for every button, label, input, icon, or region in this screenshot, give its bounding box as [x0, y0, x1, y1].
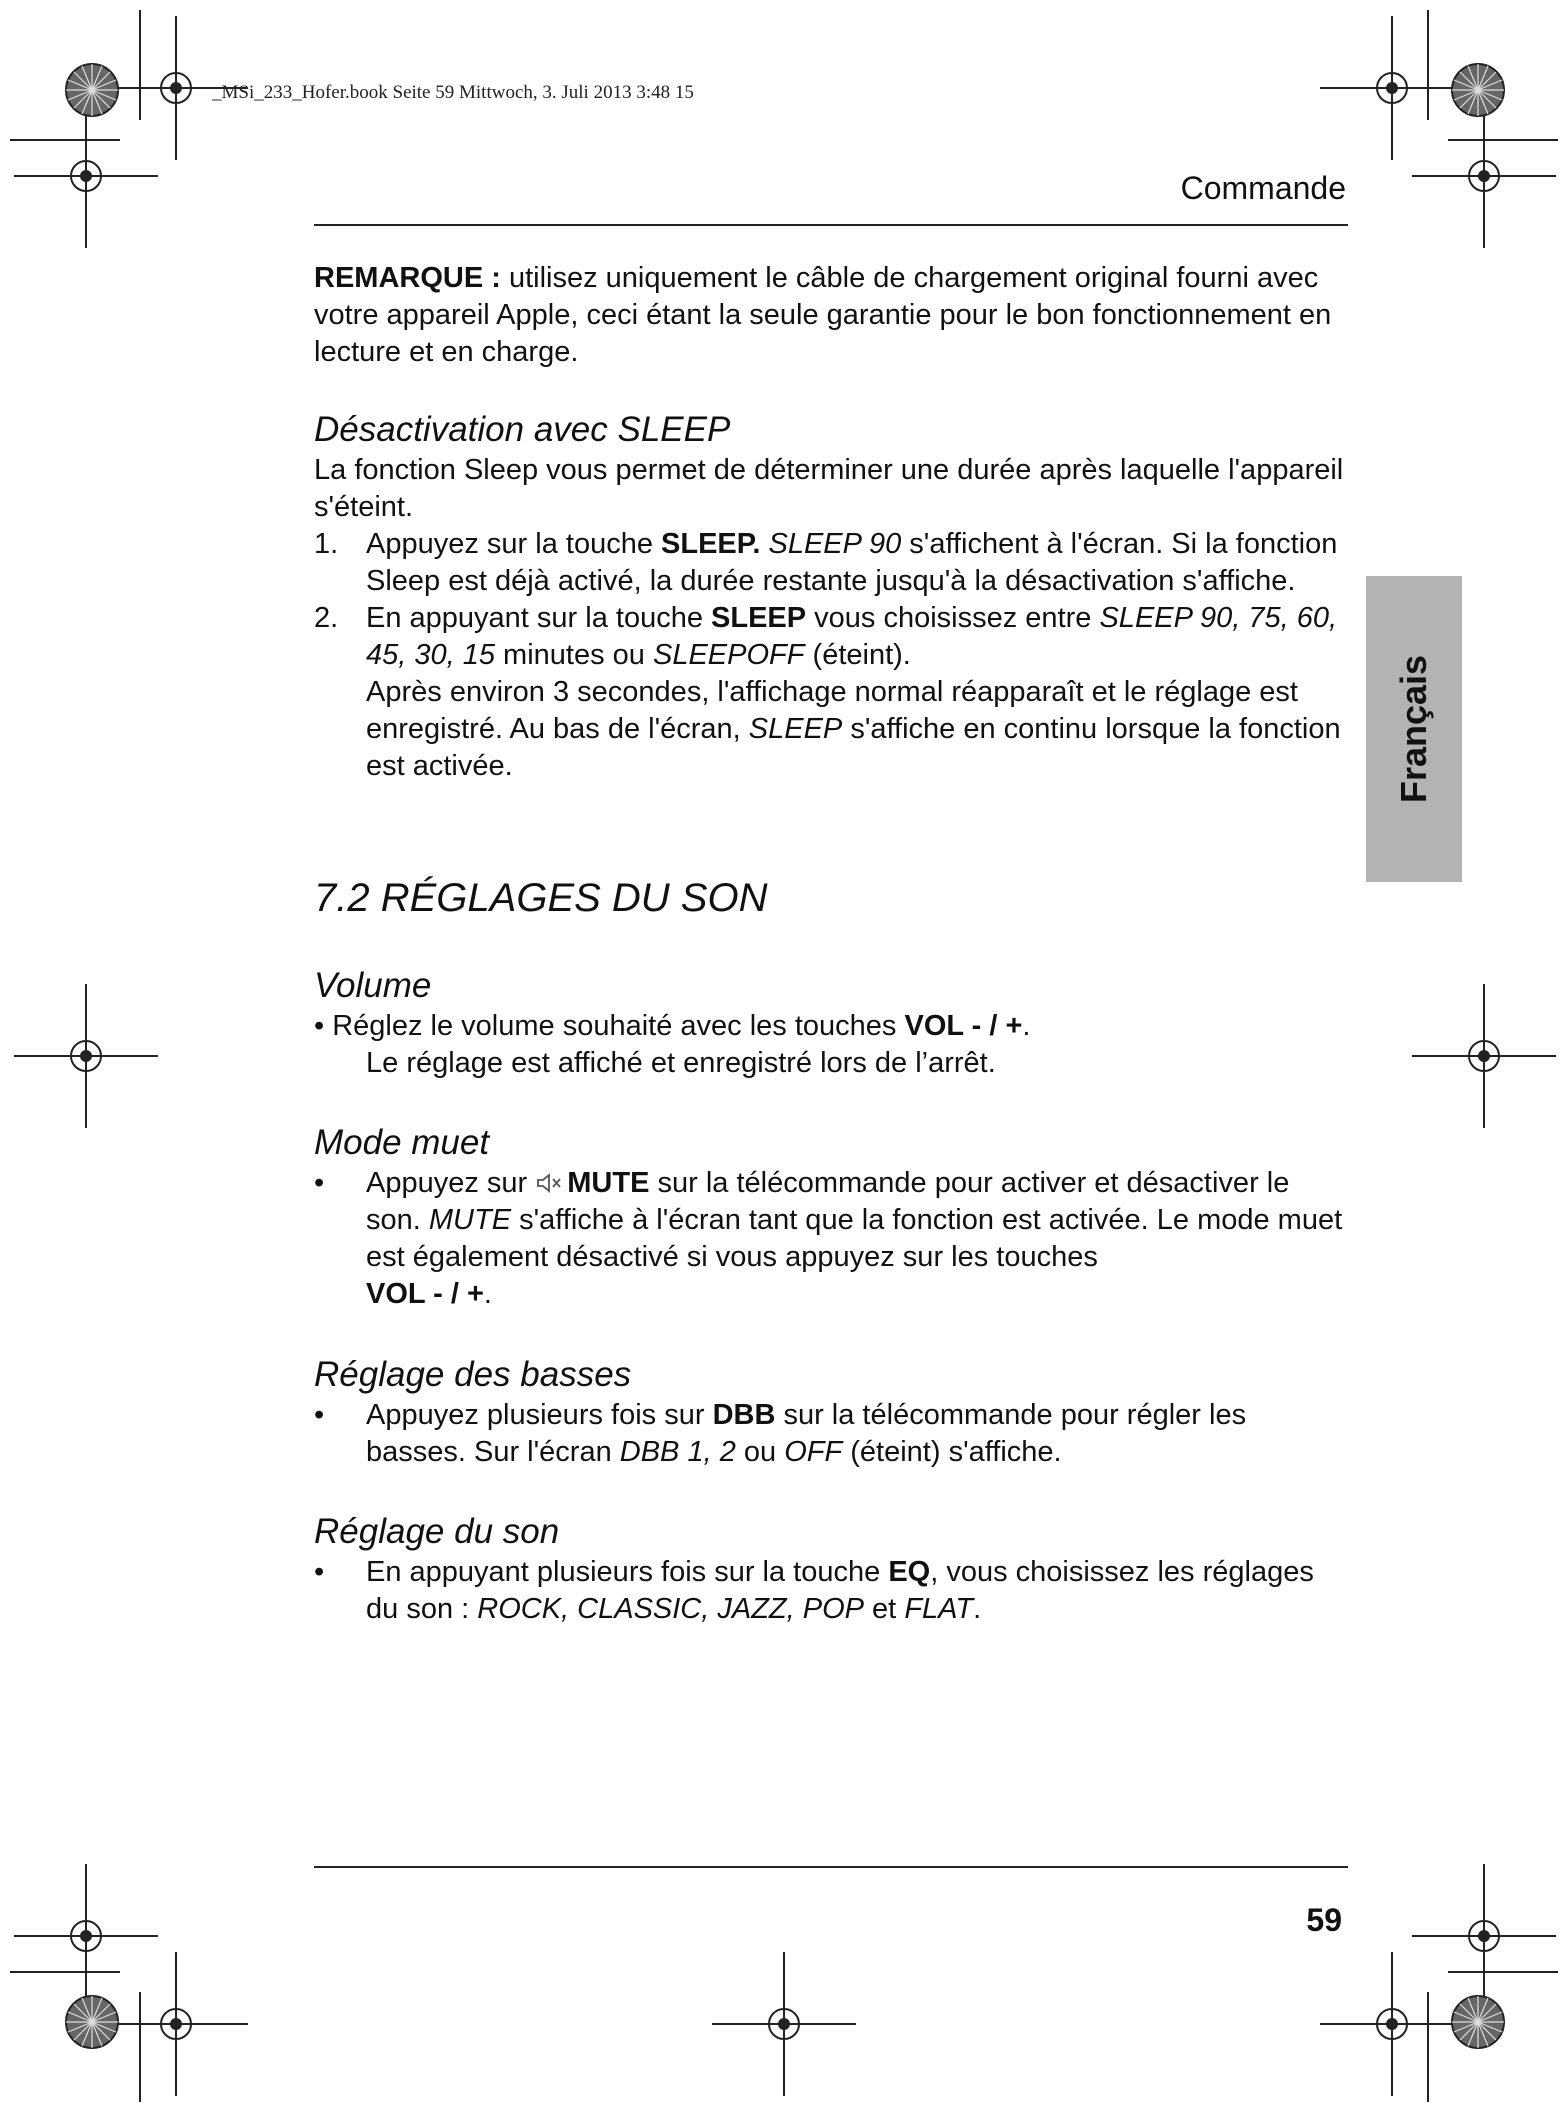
bass-bullet-item [314, 1397, 1348, 1471]
item-text: ou [735, 1436, 785, 1468]
bullet: • [314, 1010, 325, 1042]
display-text: DBB 1, 2 [619, 1436, 736, 1468]
key-vol: VOL - / + [366, 1278, 484, 1310]
sleep-step-1 [314, 526, 1348, 600]
display-text: SLEEP 90 [768, 528, 902, 560]
display-text: FLAT [904, 1593, 974, 1625]
bullet: • [314, 1399, 325, 1431]
item-text: En appuyant plusieurs fois sur la touche [366, 1556, 889, 1588]
key-vol: VOL - / + [904, 1010, 1023, 1042]
sleep-section [314, 408, 1348, 785]
mute-bullet-item [314, 1165, 1348, 1313]
page-number: 59 [1306, 1902, 1342, 1938]
item-text: . [483, 1278, 492, 1310]
sound-bullet-item [314, 1554, 1348, 1628]
display-text: MUTE [428, 1204, 512, 1236]
step-text: s'affichent à l'écran. Si la fonction Sleep est déjà activé, la durée restante jusqu'à la désactivation s'affiche. [366, 528, 1338, 597]
display-text: OFF [784, 1436, 843, 1468]
speaker-muted-icon [535, 1172, 563, 1194]
language-side-tab [1366, 576, 1462, 882]
item-text: Réglez le volume souhaité avec les touches [324, 1010, 905, 1042]
step-text: minutes ou [495, 639, 653, 671]
sleep-step-2 [314, 600, 1348, 785]
volume-section [314, 964, 1348, 1082]
step-text: s'affiche en continu lorsque la fonction est activée. [366, 713, 1341, 782]
display-text: SLEEP 90, 75, 60, 45, 30, 15 [366, 602, 1338, 671]
step-text: En appuyant sur la touche [366, 602, 712, 634]
step-text: Après environ 3 secondes, l'affichage normal réapparaît et le réglage est enregistré. Au bas de l'écran, [366, 676, 1298, 745]
step-text: (éteint). [804, 639, 911, 671]
mute-section [314, 1121, 1348, 1313]
key-sleep: SLEEP. [661, 528, 761, 560]
bass-heading: Réglage des basses [314, 1355, 632, 1394]
display-text: SLEEP [748, 713, 843, 745]
mute-heading: Mode muet [314, 1123, 490, 1162]
bullet: • [314, 1167, 325, 1199]
bass-section [314, 1353, 1348, 1471]
item-text: , vous choisissez les réglages du son : [366, 1556, 1314, 1625]
item-text: . [973, 1593, 982, 1625]
display-text: ROCK, CLASSIC, JAZZ, POP [477, 1593, 864, 1625]
remark-paragraph [314, 260, 1348, 371]
sound-heading: Réglage du son [314, 1512, 560, 1551]
footer-rule [314, 1866, 1348, 1868]
item-text: Appuyez plusieurs fois sur [366, 1399, 713, 1431]
item-text: et [864, 1593, 905, 1625]
item-text: . [1022, 1010, 1031, 1042]
item-text: Appuyez sur [366, 1167, 536, 1199]
item-text: sur la télécommande pour régler les basses. Sur l'écran [366, 1399, 1247, 1468]
key-dbb: DBB [712, 1399, 776, 1431]
key-eq: EQ [888, 1556, 931, 1588]
sleep-heading: Désactivation avec SLEEP [314, 410, 731, 449]
running-header: Commande [1180, 170, 1346, 206]
sleep-intro: La fonction Sleep vous permet de déterminer une durée après laquelle l'appareil s'éteint. [314, 454, 1344, 523]
step-number: 2. [314, 602, 339, 634]
volume-heading: Volume [314, 966, 432, 1005]
item-text: sur la télécommande pour activer et désactiver le son. [366, 1167, 1290, 1236]
volume-note: Le réglage est affiché et enregistré lors de l’arrêt. [366, 1047, 996, 1079]
item-text: s'affiche à l'écran tant que la fonction est activée. Le mode muet est également désactivé si vous appuyez sur les touches [366, 1204, 1343, 1273]
step-number: 1. [314, 528, 339, 560]
section-title: 7.2 RÉGLAGES DU SON [314, 876, 768, 920]
key-mute: MUTE [567, 1167, 650, 1199]
step-text: Appuyez sur la touche [366, 528, 662, 560]
remark-label: REMARQUE : [314, 262, 501, 294]
remark-text: utilisez uniquement le câble de chargement original fourni avec votre appareil Apple, ceci étant la seule garantie pour le bon fonctionnement en lecture et en charge. [314, 262, 1332, 368]
sound-section [314, 1510, 1348, 1628]
header-rule [314, 224, 1348, 226]
language-label: Français [1393, 654, 1434, 804]
display-text: SLEEPOFF [652, 639, 805, 671]
bullet: • [314, 1556, 325, 1588]
volume-bullet-item [314, 1008, 1348, 1045]
item-text: (éteint) s'affiche. [842, 1436, 1062, 1468]
print-slug: _MSi_233_Hofer.book Seite 59 Mittwoch, 3. Juli 2013 3:48 15 [212, 82, 694, 103]
step-text: vous choisissez entre [806, 602, 1100, 634]
key-sleep: SLEEP [711, 602, 807, 634]
